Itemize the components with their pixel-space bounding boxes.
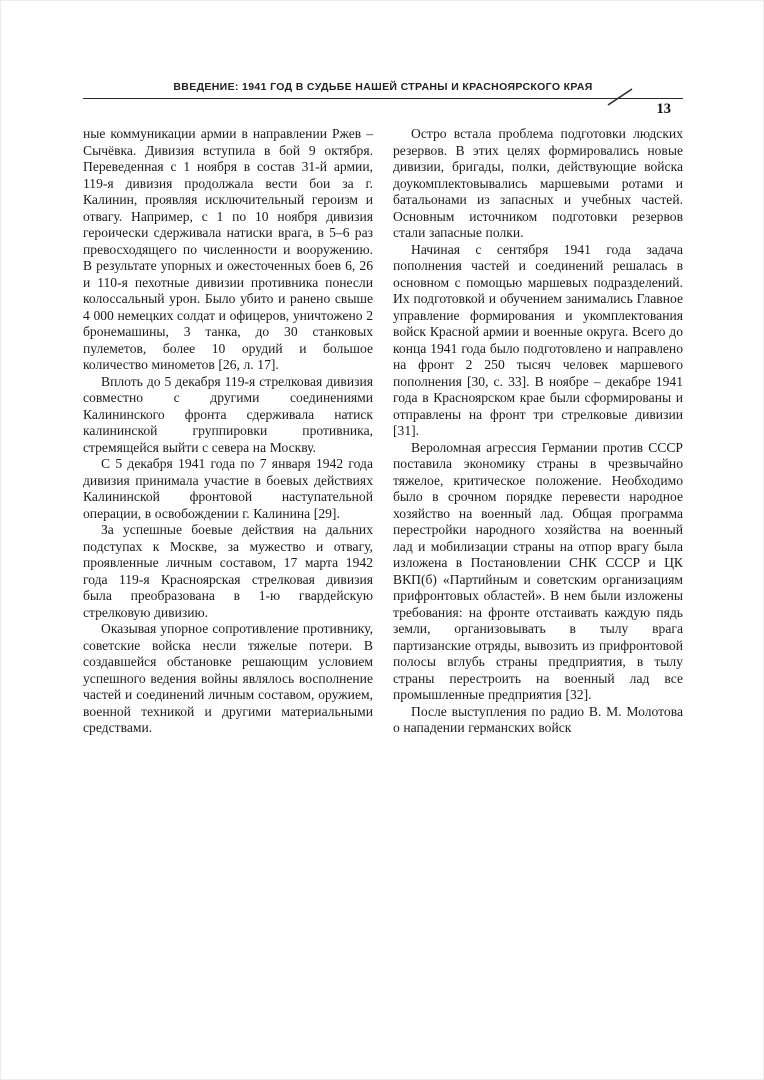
text-columns — [83, 126, 683, 737]
header-rule — [83, 98, 683, 100]
paragraph: С 5 декабря 1941 года по 7 января 1942 года дивизия принимала участие в боевых действиях Калининской фронтовой наступательной операции, в освобождении г. Калинина [29]. — [83, 456, 373, 521]
header-rule-line — [83, 98, 683, 99]
paragraph: За успешные боевые действия на дальних подступах к Москве, за мужество и отвагу, проявленные личным составом, 17 марта 1942 года 119-я Красноярская стрелковая дивизия была преобразована в 1-ю гвардейскую стрелковую дивизию. — [83, 522, 373, 620]
running-title: ВВЕДЕНИЕ: 1941 ГОД В СУДЬБЕ НАШЕЙ СТРАНЫ И КРАСНОЯРСКОГО КРАЯ — [173, 81, 593, 93]
page-number: 13 — [656, 101, 671, 117]
paragraph: После выступления по радио В. М. Молотова о нападении германских войск — [393, 703, 683, 735]
header-slash-ornament — [607, 88, 633, 106]
page-header — [83, 81, 683, 117]
right-column — [393, 126, 683, 737]
paragraph: Оказывая упорное сопротивление противнику, советские войска несли тяжелые потери. В создавшейся обстановке решающим условием успешного ведения войны являлось восполнение частей и соединений личным составом, оружием, военной техникой и другими материальными средствами. — [83, 621, 373, 735]
left-column — [83, 126, 373, 737]
paragraph: Вероломная агрессия Германии против СССР поставила экономику страны в чрезвычайно тяжелое, критическое положение. Необходимо было в срочном порядке перевести народное хозяйство на военный лад. Общая программа перестройки народного хозяйства на военный лад и мобилизации страны на отпор врагу была изложена в Постановлении СНК СССР и ЦК ВКП(б) «Партийным и советским организациям прифронтовых областей». В нем были изложены требования: на фронте отстаивать каждую пядь земли, организовывать в тылу врага партизанские отряды, вывозить из прифронтовой полосы вглубь страны предприятия, в тылу страны перестроить на военный лад все промышленные предприятия [32]. — [393, 439, 683, 702]
paragraph: Вплоть до 5 декабря 119-я стрелковая дивизия совместно с другими соединениями Калининского фронта сдерживала натиск калининской группировки противника, стремящейся выйти с севера на Москву. — [83, 373, 373, 455]
paragraph: Начиная с сентября 1941 года задача пополнения частей и соединений решалась в основном с помощью маршевых подразделений. Их подготовкой и обучением занимались Главное управление формирования и укомплектования войск Красной армии и военные округа. Всего до конца 1941 года было подготовлено и направлено на фронт 2 250 тысяч человек маршевого пополнения [30, с. 33]. В ноябре – декабре 1941 года в Красноярском крае были сформированы и отправлены на фронт три стрелковые дивизии [31]. — [393, 241, 683, 438]
paragraph: ные коммуникации армии в направлении Ржев – Сычёвка. Дивизия вступила в бой 9 октября. Переведенная с 1 ноября в состав 31-й армии, 119-я дивизия продолжала вести бои за г. Калинин, проявляя исключительный героизм и отвагу. Например, с 1 по 10 ноября дивизия героически сдерживала натиски врага, в 5–6 раз превосходящего по численности и вооружению. В результате упорных и ожесточенных боев 6, 26 и 110-я пехотные дивизии противника понесли колоссальный урон. Было убито и ранено свыше 4 000 немецких солдат и офицеров, уничтожено 2 бронемашины, 3 танка, до 30 станковых пулеметов, более 10 орудий и большое количество минометов [26, л. 17]. — [83, 126, 373, 372]
paragraph: Остро встала проблема подготовки людских резервов. В этих целях формировались новые дивизии, бригады, полки, действующие войска доукомплектовывались маршевыми ротами и батальонами из запасных и учебных частей. Основным источником подготовки резервов стали запасные полки. — [393, 126, 683, 240]
